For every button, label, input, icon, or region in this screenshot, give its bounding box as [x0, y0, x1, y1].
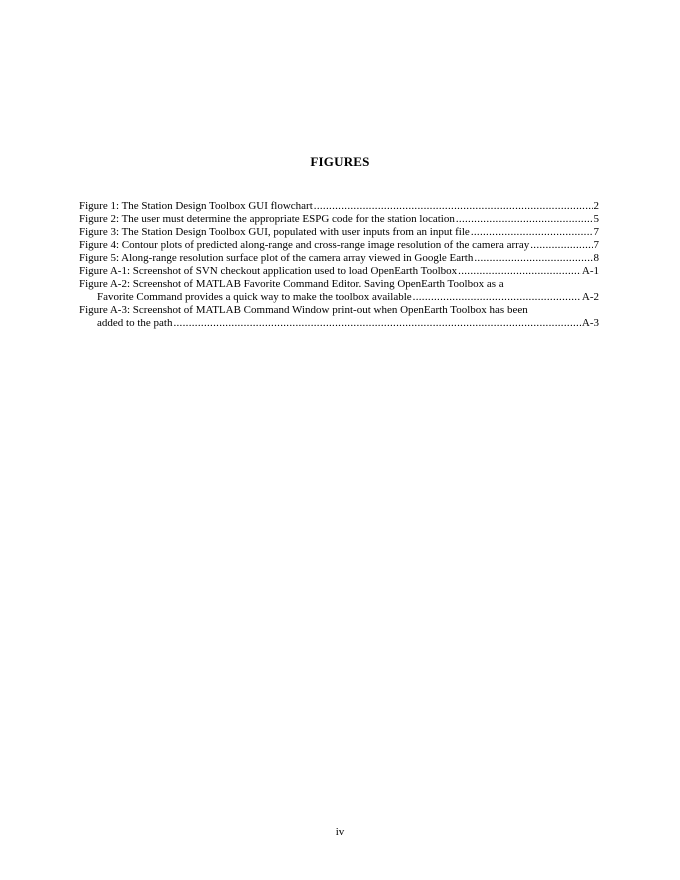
page-title: FIGURES: [310, 154, 370, 169]
toc-entry-page: 7: [593, 226, 599, 238]
toc-entry-page: 8: [593, 252, 599, 264]
toc-entry-label: Figure 2: The user must determine the appropriate ESPG code for the station location: [79, 213, 455, 225]
toc-entry-label: Figure 5: Along-range resolution surface plot of the camera array viewed in Google Earth: [79, 252, 474, 264]
toc-entry-page: A-2: [581, 291, 599, 303]
figures-list: [79, 200, 599, 330]
toc-entry-page: 7: [593, 239, 599, 251]
toc-entry-label-continued: added to the path: [97, 317, 173, 329]
toc-entry-figure-3: [79, 226, 599, 239]
toc-entry-label: Figure A-3: Screenshot of MATLAB Command Window print-out when OpenEarth Toolbox has been: [79, 304, 528, 316]
toc-entry-figure-5: [79, 252, 599, 265]
toc-entry-label: Figure A-1: Screenshot of SVN checkout application used to load OpenEarth Toolbox: [79, 265, 458, 277]
leader-dots: [314, 200, 593, 213]
leader-dots: [474, 252, 592, 265]
leader-dots: [530, 239, 592, 252]
toc-entry-label: Figure 3: The Station Design Toolbox GUI, populated with user inputs from an input file: [79, 226, 470, 238]
toc-entry-page: 5: [593, 213, 599, 225]
toc-entry-label: Figure 4: Contour plots of predicted along-range and cross-range image resolution of the camera array: [79, 239, 530, 251]
toc-entry-figure-1: [79, 200, 599, 213]
leader-dots: [456, 213, 593, 226]
toc-entry-label-continued: Favorite Command provides a quick way to make the toolbox available: [97, 291, 412, 303]
toc-entry-page: A-3: [581, 317, 599, 329]
toc-entry-figure-a3: [79, 304, 599, 330]
toc-entry-label: Figure 1: The Station Design Toolbox GUI flowchart: [79, 200, 313, 212]
toc-entry-figure-4: [79, 239, 599, 252]
toc-entry-figure-2: [79, 213, 599, 226]
leader-dots: [173, 317, 580, 330]
leader-dots: [471, 226, 593, 239]
leader-dots: [413, 291, 581, 304]
toc-entry-figure-a1: [79, 265, 599, 278]
leader-dots: [458, 265, 581, 278]
toc-entry-label: Figure A-2: Screenshot of MATLAB Favorite Command Editor. Saving OpenEarth Toolbox as a: [79, 278, 504, 290]
toc-entry-page: 2: [593, 200, 599, 212]
toc-entry-figure-a2: [79, 278, 599, 304]
toc-entry-page: A-1: [581, 265, 599, 277]
page-number: iv: [335, 826, 345, 838]
